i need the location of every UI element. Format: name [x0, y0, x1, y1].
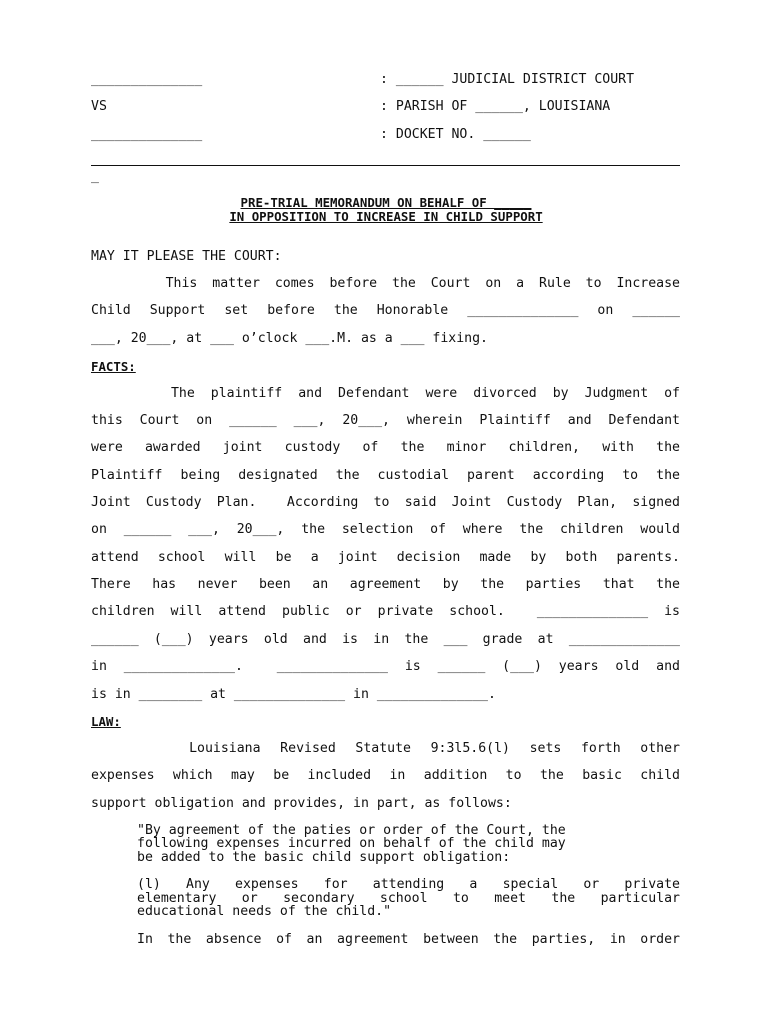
quote-line: educational needs of the child."	[137, 904, 392, 919]
quote-line: be added to the basic child support obligation:	[137, 850, 511, 865]
plaintiff-blank: ______________	[91, 72, 203, 87]
facts-line: on ______ ___, 20___, the selection of where the children would	[91, 522, 680, 537]
intro-line: This matter comes before the Court on a Rule to Increase	[91, 276, 680, 291]
law-line: expenses which may be included in addition to the basic child	[91, 768, 680, 783]
closing-line: In the absence of an agreement between the parties, in order	[137, 932, 680, 947]
facts-line: Joint Custody Plan. According to said Joint Custody Plan, signed	[91, 495, 680, 510]
salutation: MAY IT PLEASE THE COURT:	[91, 249, 282, 264]
facts-line: The plaintiff and Defendant were divorced by Judgment of	[91, 386, 680, 401]
facts-line: children will attend public or private school. ______________ is	[91, 604, 680, 619]
law-heading: LAW:	[91, 714, 121, 729]
law-line: Louisiana Revised Statute 9:3l5.6(l) sets forth other	[91, 741, 680, 756]
quote-line: (l) Any expenses for attending a special or private	[137, 877, 680, 892]
document-title-line-1: PRE-TRIAL MEMORANDUM ON BEHALF OF _____	[240, 195, 532, 210]
caption-row-3	[91, 127, 681, 147]
intro-line: Child Support set before the Honorable ______________ on ______	[91, 303, 680, 318]
intro-line: ___, 20___, at ___ o’clock ___.M. as a ___ fixing.	[91, 331, 488, 346]
court-name: : ______ JUDICIAL DISTRICT COURT	[380, 72, 635, 87]
quote-line: following expenses incurred on behalf of the child may	[137, 836, 566, 851]
quote-line: elementary or secondary school to meet the particular	[137, 891, 680, 906]
document-title-line-2: IN OPPOSITION TO INCREASE IN CHILD SUPPORT	[229, 209, 543, 224]
docket-number: : DOCKET NO. ______	[380, 127, 531, 142]
facts-line: ______ (___) years old and is in the ___ grade at ______________	[91, 632, 680, 647]
facts-line: were awarded joint custody of the minor children, with the	[91, 440, 680, 455]
facts-line: attend school will be a joint decision made by both parents.	[91, 550, 680, 565]
defendant-blank: ______________	[91, 127, 203, 142]
law-line: support obligation and provides, in part, as follows:	[91, 796, 512, 811]
caption-row-1	[91, 72, 681, 92]
facts-line: is in ________ at ______________ in ______________.	[91, 687, 496, 702]
caption-trailing-underscore: _	[91, 169, 99, 184]
quote-line: "By agreement of the paties or order of the Court, the	[137, 823, 566, 838]
caption-row-2	[91, 99, 681, 119]
parish-name: : PARISH OF ______, LOUISIANA	[380, 99, 611, 114]
facts-line: in ______________. ______________ is ______ (___) years old and	[91, 659, 680, 674]
facts-line: Plaintiff being designated the custodial parent according to the	[91, 468, 680, 483]
facts-line: this Court on ______ ___, 20___, wherein Plaintiff and Defendant	[91, 413, 680, 428]
facts-heading: FACTS:	[91, 359, 136, 374]
facts-line: There has never been an agreement by the parties that the	[91, 577, 680, 592]
versus-label: VS	[91, 99, 107, 114]
caption-divider	[91, 165, 680, 166]
